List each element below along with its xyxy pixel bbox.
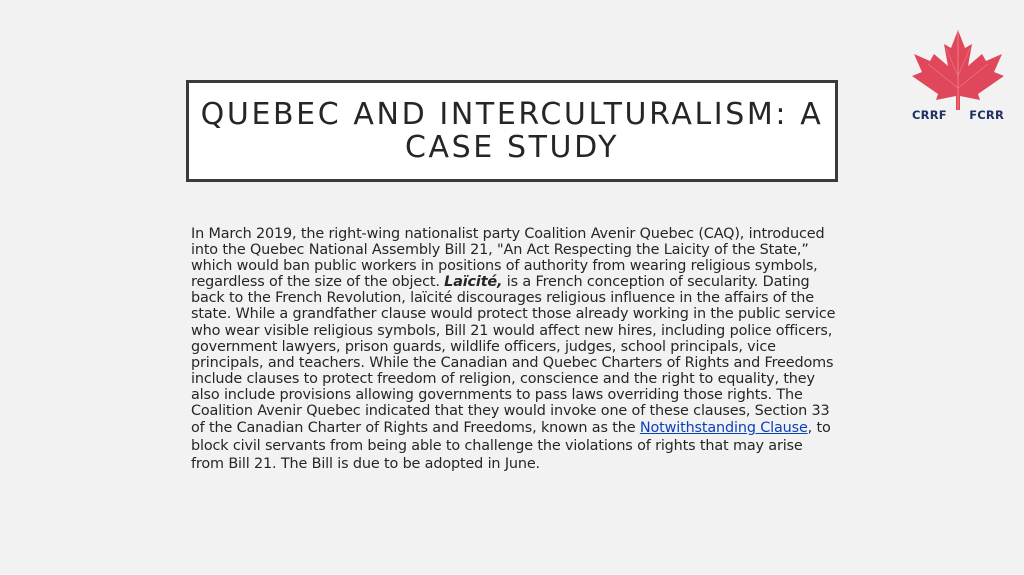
logo-text-crrf: CRRF: [912, 108, 947, 122]
title-box: [186, 80, 838, 182]
slide-title-line-2: CASE STUDY: [404, 130, 620, 165]
slide-title: [201, 98, 824, 164]
notwithstanding-clause-link[interactable]: Notwithstanding Clause: [639, 420, 808, 437]
crrf-logo: [906, 28, 1010, 126]
logo-text-fcrr: FCRR: [969, 108, 1004, 122]
slide-title-line-1: QUEBEC AND INTERCULTURALISM: A: [200, 97, 824, 132]
maple-leaf-icon: [906, 28, 1010, 110]
laicite-emphasis: Laïcité,: [444, 274, 503, 291]
body-text-part-3: , to block civil servants from being able to challenge the violations of rights that may arise from Bill 21. The Bill is due to be adopted in June.: [191, 420, 831, 473]
body-paragraph: [191, 226, 839, 473]
body-text-part-2: is a French conception of secularity. Dating back to the French Revolution, laïcité discourages religious influence in the affairs of the state. While a grandfather clause would protect those already working in the public service who wear visible religious symbols, Bill 21 would affect new hires, including police officers, government lawyers, prison guards, wildlife officers, judges, school principals, vice principals, and teachers. While the Canadian and Quebec Charters of Rights and Freedoms include clauses to protect freedom of religion, conscience and the right to equality, they also include provisions allowing governments to pass laws overriding those rights. The Coalition Avenir Quebec indicated that they would invoke one of these clauses, Section 33 of the Canadian Charter of Rights and Freedoms, known as the: [191, 274, 836, 437]
body-text-part-1: In March 2019, the right-wing nationalist party Coalition Avenir Quebec (CAQ), introduced into the Quebec National Assembly Bill 21, "An Act Respecting the Laicity of the State,” which would ban public workers in positions of authority from wearing religious symbols, regardless of the size of the object.: [191, 226, 825, 291]
